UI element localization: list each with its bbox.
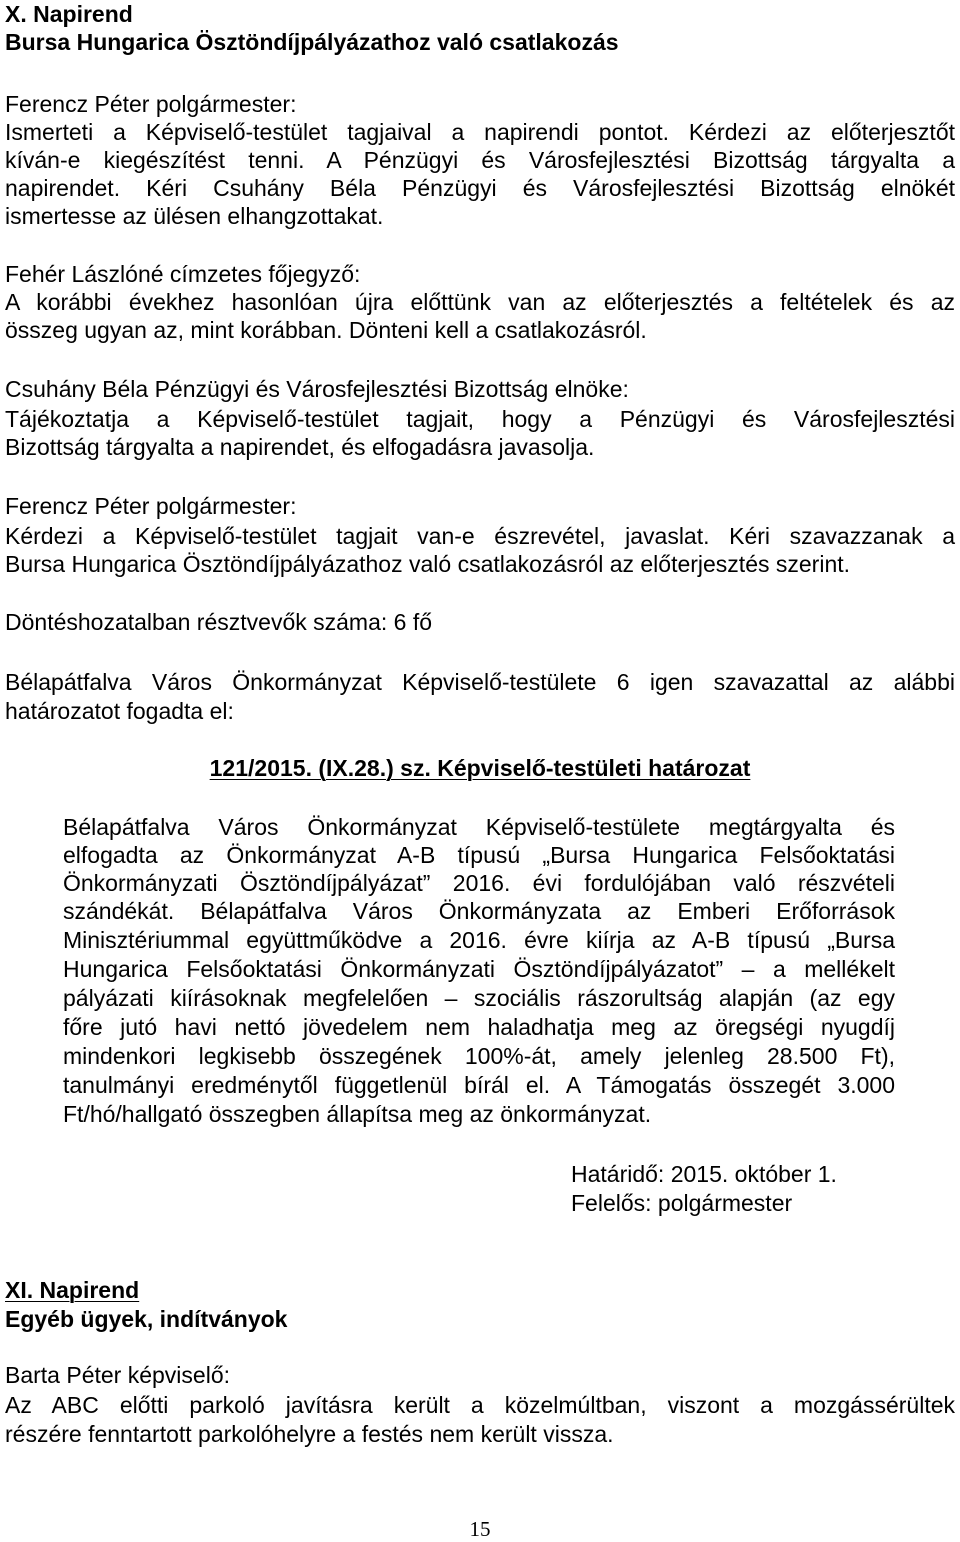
paragraph-line: Bizottság tárgyalta a napirendet, és elfogadásra javasolja.: [5, 434, 595, 460]
participants-count: Döntéshozatalban résztvevők száma: 6 fő: [5, 609, 433, 635]
resolution-line: Bélapátfalva Város Önkormányzat Képviselő-testülete megtárgyalta és: [63, 814, 895, 840]
speaker-label: Ferencz Péter polgármester:: [5, 91, 297, 117]
resolution-line: elfogadta az Önkormányzat A-B típusú „Bursa Hungarica Felsőoktatási: [63, 842, 895, 868]
speaker-label: Ferencz Péter polgármester:: [5, 493, 297, 519]
paragraph-line: A korábbi évekhez hasonlóan újra előttünk van az előterjesztés a feltételek és az: [5, 289, 955, 315]
resolution-line: tanulmányi eredménytől függetlenül bírál el. A Támogatás összegét 3.000: [63, 1072, 895, 1098]
resolution-line: Önkormányzati Ösztöndíjpályázat” 2016. évi fordulójában való részvételi: [63, 870, 895, 896]
section-x-heading: X. Napirend: [5, 1, 133, 27]
vote-line: Bélapátfalva Város Önkormányzat Képviselő-testülete 6 igen szavazattal az alábbi: [5, 669, 955, 695]
resolution-line: mindenkori legkisebb összegének 100%-át, amely jelenleg 28.500 Ft),: [63, 1043, 895, 1069]
resolution-title: [0, 754, 960, 782]
resolution-line: Hungarica Felsőoktatási Önkormányzati Ösztöndíjpályázatot” – a mellékelt: [63, 956, 895, 982]
section-x-subject: Bursa Hungarica Ösztöndíjpályázathoz való csatlakozás: [5, 29, 619, 55]
paragraph-line: Az ABC előtti parkoló javításra került a közelmúltban, viszont a mozgássérültek: [5, 1392, 955, 1418]
section-xi-heading: [5, 1276, 955, 1304]
paragraph-line: kíván-e kiegészítést tenni. A Pénzügyi és Városfejlesztési Bizottság tárgyalta a: [5, 147, 955, 173]
speaker-label: Fehér Lászlóné címzetes főjegyző:: [5, 261, 361, 287]
speaker-label: Barta Péter képviselő:: [5, 1362, 231, 1388]
resolution-line: főre jutó havi nettó jövedelem nem haladhatja meg az öregségi nyugdíj: [63, 1014, 895, 1040]
resolution-line: szándékát. Bélapátfalva Város Önkormányzata az Emberi Erőforrások: [63, 898, 895, 924]
resolution-line: pályázati kiírásoknak megfelelően – szociális rászorultság alapján (az egy: [63, 985, 895, 1011]
vote-line: határozatot fogadta el:: [5, 698, 234, 724]
paragraph-line: részére fenntartott parkolóhelyre a festés nem került vissza.: [5, 1421, 614, 1447]
paragraph-line: Kérdezi a Képviselő-testület tagjait van-e észrevétel, javaslat. Kéri szavazzanak a: [5, 523, 955, 549]
paragraph-line: Tájékoztatja a Képviselő-testület tagjait, hogy a Pénzügyi és Városfejlesztési: [5, 406, 955, 432]
speaker-label: Csuhány Béla Pénzügyi és Városfejlesztési Bizottság elnöke:: [5, 376, 629, 402]
resolution-line: Minisztériummal együttműködve a 2016. évre kiírja az A-B típusú „Bursa: [63, 927, 895, 953]
paragraph-line: Bursa Hungarica Ösztöndíjpályázathoz való csatlakozásról az előterjesztés szerint.: [5, 551, 851, 577]
resolution-title-text: 121/2015. (IX.28.) sz. Képviselő-testületi határozat: [209, 755, 751, 781]
paragraph-line: Ismerteti a Képviselő-testület tagjaival a napirendi pontot. Kérdezi az előterjesztőt: [5, 119, 955, 145]
section-xi-heading-text: XI. Napirend: [5, 1277, 140, 1303]
paragraph-line: összeg ugyan az, mint korábban. Dönteni kell a csatlakozásról.: [5, 317, 647, 343]
page-number: 15: [469, 1517, 491, 1541]
paragraph-line: napirendet. Kéri Csuhány Béla Pénzügyi és Városfejlesztési Bizottság elnökét: [5, 175, 955, 201]
deadline: Határidő: 2015. október 1.: [571, 1161, 837, 1187]
paragraph-line: ismertesse az ülésen elhangzottakat.: [5, 203, 384, 229]
resolution-line: Ft/hó/hallgató összegben állapítsa meg az önkormányzat.: [63, 1101, 652, 1127]
responsible: Felelős: polgármester: [571, 1190, 793, 1216]
section-xi-subject: Egyéb ügyek, indítványok: [5, 1306, 288, 1332]
